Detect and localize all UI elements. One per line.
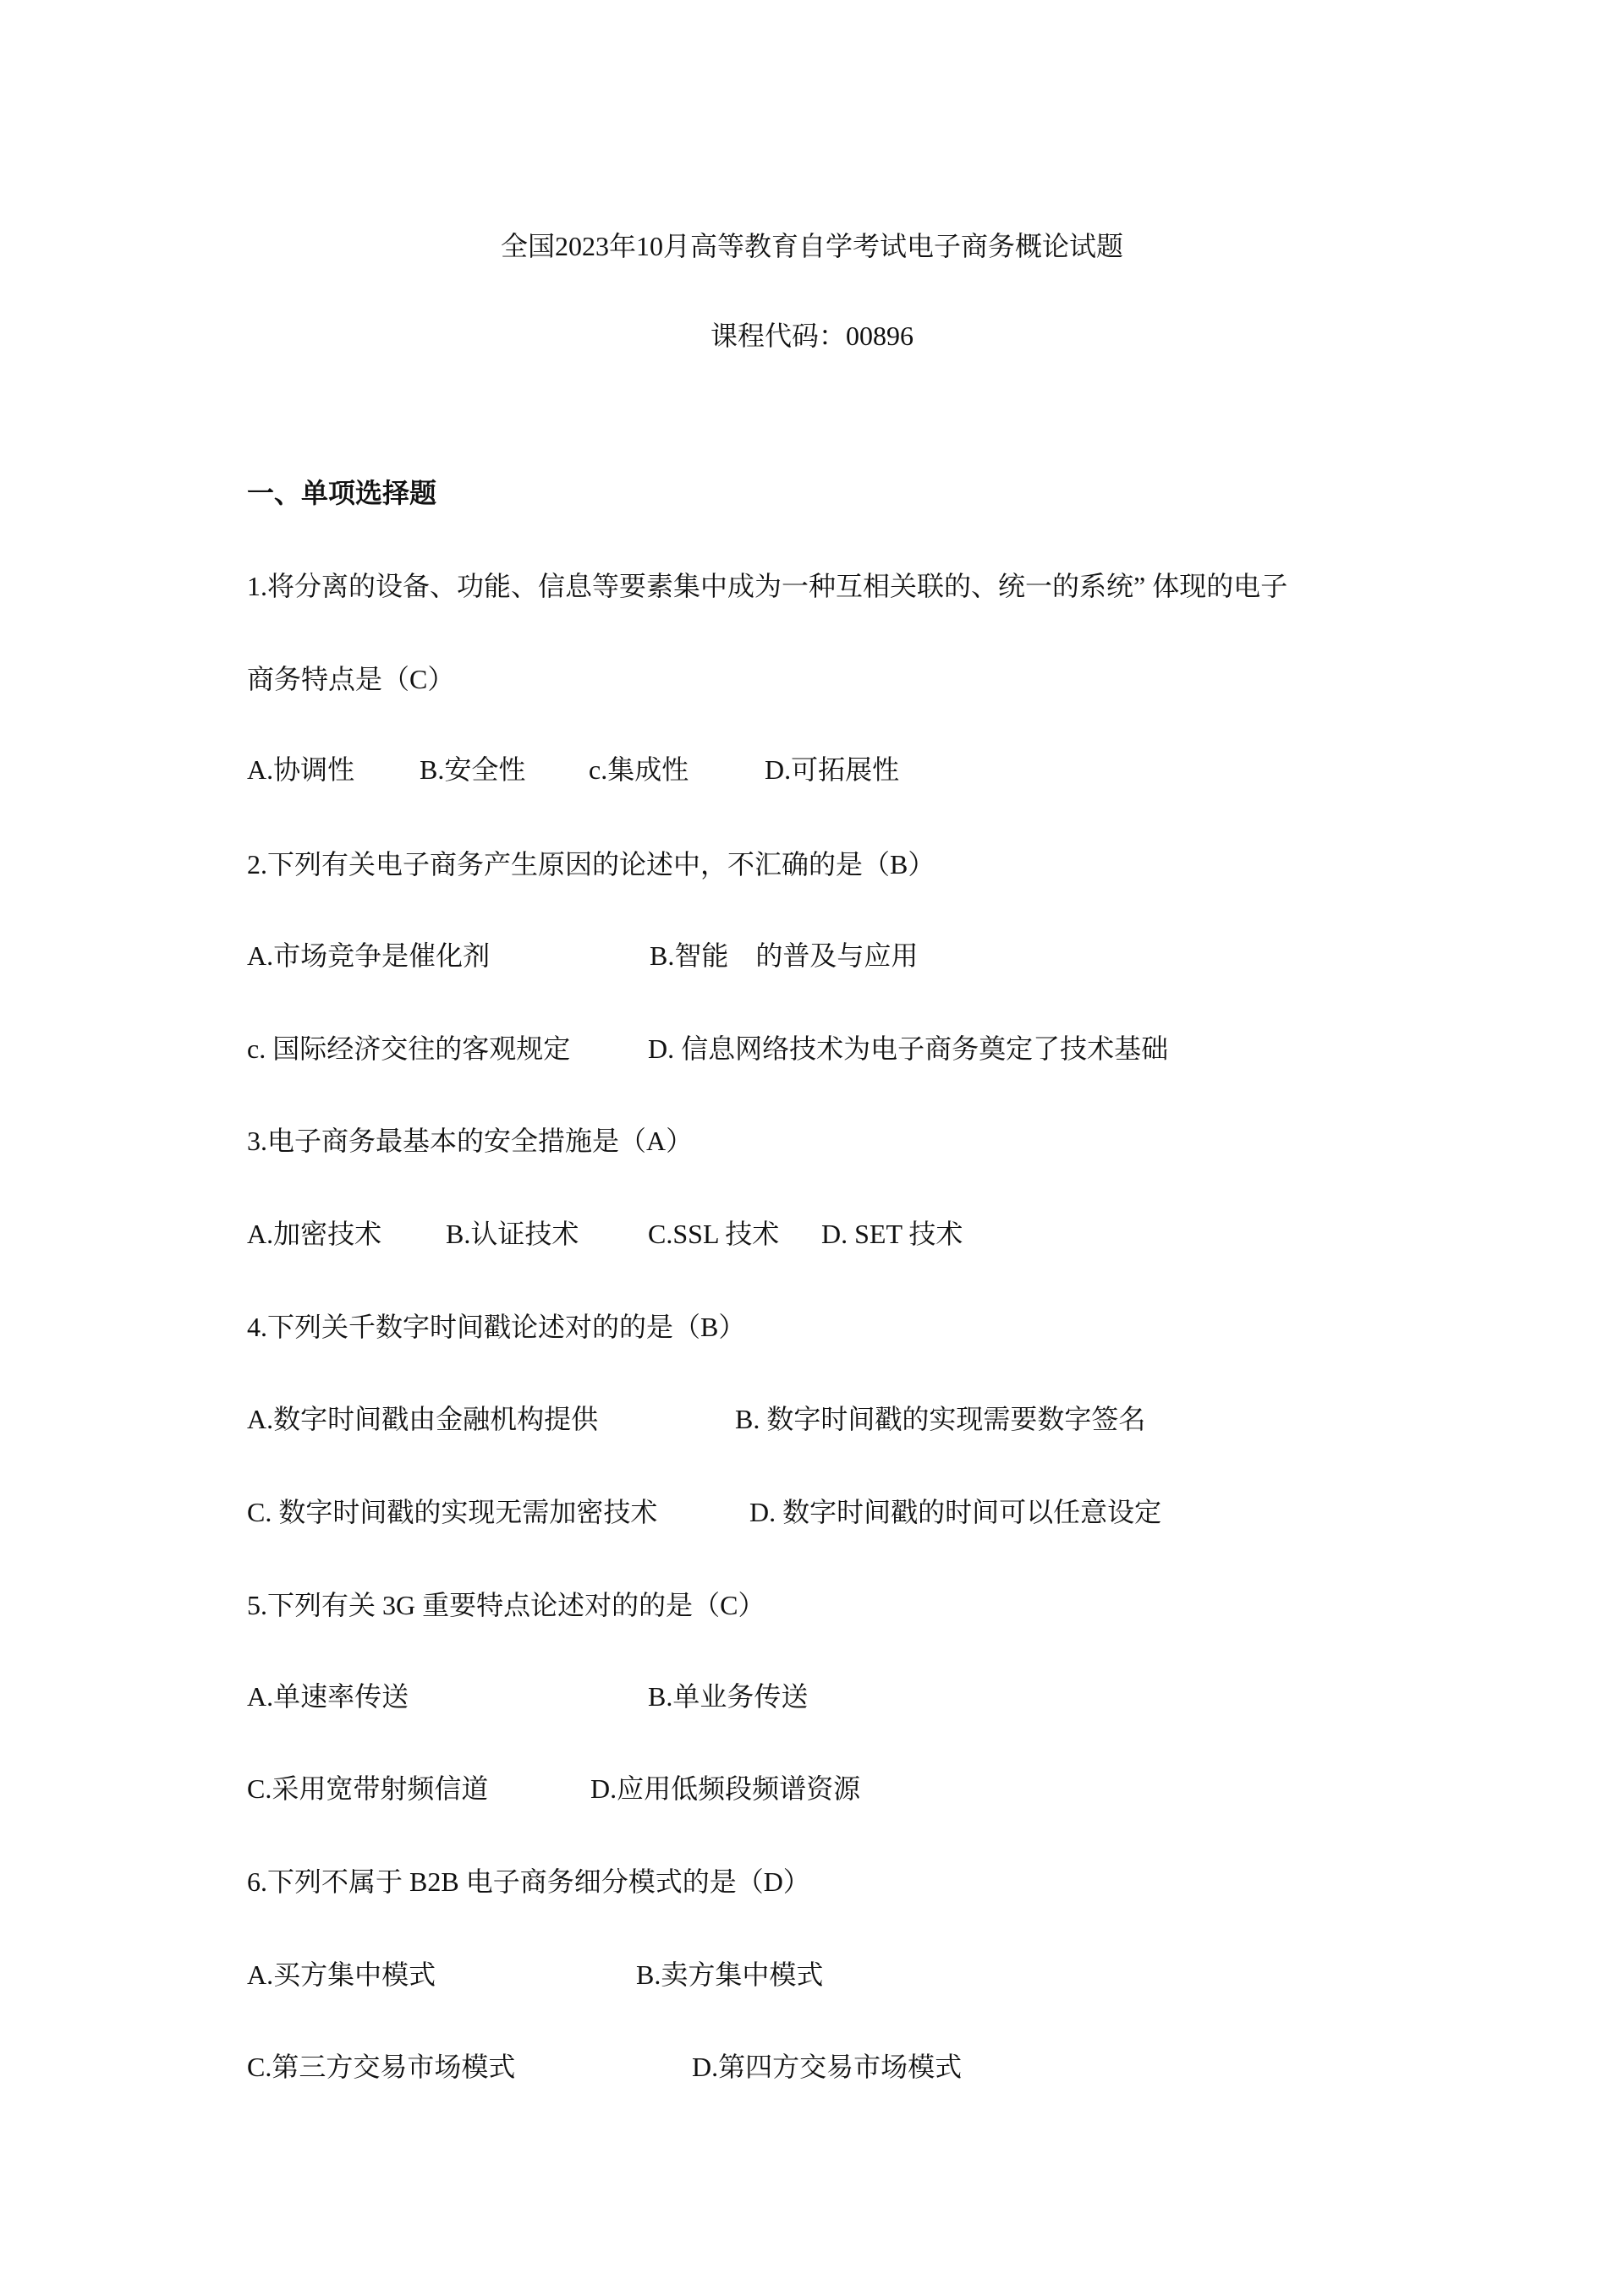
question-5-stem: 5.下列有关 3G 重要特点论述对的的是（C） (247, 1590, 765, 1620)
option-d: D. 数字时间戳的时间可以任意设定 (749, 1497, 1162, 1527)
option-c: C.SSL 技术 (648, 1219, 780, 1249)
option-c: c. 国际经济交往的客观规定 (247, 1033, 571, 1064)
option-d: D. SET 技术 (821, 1219, 963, 1249)
option-a: A.市场竞争是催化剂 (247, 940, 491, 971)
option-d: D. 信息网络技术为电子商务奠定了技术基础 (648, 1033, 1169, 1064)
option-b: B.单业务传送 (648, 1681, 809, 1712)
question-1-stem: 1.将分离的设备、功能、信息等要素集中成为一种互相关联的、统一的系统” 体现的电子 (247, 571, 1288, 601)
option-c: C.第三方交易市场模式 (247, 2052, 516, 2082)
section-heading: 一、单项选择题 (247, 478, 437, 508)
option-c: c.集成性 (589, 754, 689, 785)
option-b: B.安全性 (420, 754, 526, 785)
option-b: B.卖方集中模式 (636, 1959, 824, 1990)
question-3-stem: 3.电子商务最基本的安全措施是（A） (247, 1126, 694, 1156)
option-b: B. 数字时间戳的实现需要数字签名 (735, 1404, 1146, 1434)
option-a: A.数字时间戳由金融机构提供 (247, 1404, 599, 1434)
option-a: A.协调性 (247, 754, 355, 785)
document-title: 全国2023年10月高等教育自学考试电子商务概论试题 (500, 231, 1123, 261)
option-b: B.智能 的普及与应用 (650, 940, 919, 971)
option-c: C.采用宽带射频信道 (247, 1773, 489, 1804)
course-code: 课程代码：00896 (710, 321, 914, 351)
question-1-stem-cont: 商务特点是（C） (247, 664, 455, 694)
option-d: D.第四方交易市场模式 (692, 2052, 963, 2082)
option-b: B.认证技术 (446, 1219, 579, 1249)
option-a: A.单速率传送 (247, 1681, 409, 1712)
question-4-stem: 4.下列关千数字时间戳论述对的的是（B） (247, 1312, 746, 1342)
question-2-stem: 2.下列有关电子商务产生原因的论述中，不汇确的是（B） (247, 849, 935, 879)
option-d: D.应用低频段频谱资源 (590, 1773, 861, 1804)
option-d: D.可拓展性 (765, 754, 900, 785)
option-a: A.加密技术 (247, 1219, 382, 1249)
question-6-stem: 6.下列不属于 B2B 电子商务细分模式的是（D） (247, 1866, 810, 1897)
option-a: A.买方集中模式 (247, 1959, 436, 1990)
option-c: C. 数字时间戳的实现无需加密技术 (247, 1497, 658, 1527)
